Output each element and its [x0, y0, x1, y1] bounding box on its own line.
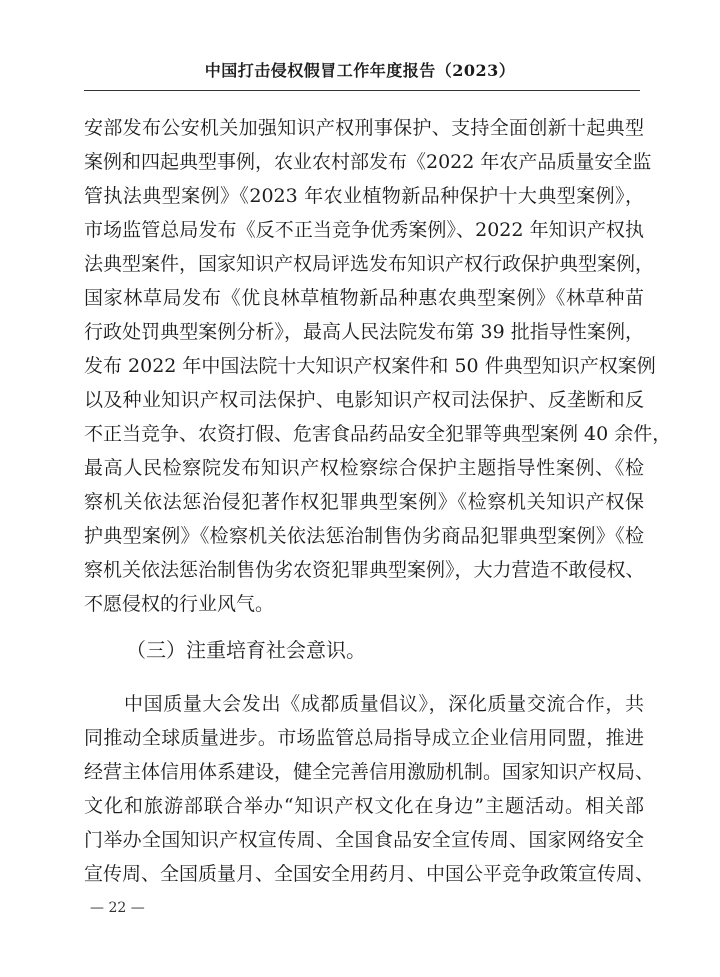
- running-header: 中国打击侵权假冒工作年度报告（2023）: [204, 61, 516, 80]
- text-line: 中国质量大会发出《成都质量倡议》，深化质量交流合作，共: [124, 693, 644, 715]
- text-line: 以及种业知识产权司法保护、电影知识产权司法保护、反垄断和反: [84, 389, 644, 411]
- text-line: 不愿侵权的行业风气。: [84, 593, 275, 615]
- text-line: 行政处罚典型案例分析》，最高人民法院发布第 39 批指导性案例，: [84, 321, 644, 343]
- text-line: 同推动全球质量进步。市场监管总局指导成立企业信用同盟，推进: [84, 727, 644, 749]
- text-line: 门举办全国知识产权宣传周、全国食品安全宣传周、国家网络安全: [84, 829, 644, 851]
- text-line: 最高人民检察院发布知识产权检察综合保护主题指导性案例、《检: [84, 457, 644, 479]
- text-line: 察机关依法惩治侵犯著作权犯罪典型案例》《检察机关知识产权保: [84, 491, 644, 513]
- text-line: 国家林草局发布《优良林草植物新品种惠农典型案例》《林草种苗: [84, 287, 644, 309]
- text-line: 宣传周、全国质量月、全国安全用药月、中国公平竞争政策宣传周、: [84, 863, 655, 885]
- text-line: 护典型案例》《检察机关依法惩治制售伪劣商品犯罪典型案例》《检: [84, 525, 644, 547]
- text-line: 不正当竞争、农资打假、危害食品药品安全犯罪等典型案例 40 余件，: [84, 423, 672, 445]
- text-line: 案例和四起典型事例，农业农村部发布《2022 年农产品质量安全监: [84, 151, 652, 173]
- text-line: 安部发布公安机关加强知识产权刑事保护、支持全面创新十起典型: [84, 117, 644, 139]
- text-line: 发布 2022 年中国法院十大知识产权案件和 50 件典型知识产权案例: [84, 355, 656, 377]
- page-number: — 22 —: [90, 900, 145, 916]
- text-line: 经营主体信用体系建设，健全完善信用激励机制。国家知识产权局、: [84, 761, 655, 783]
- paragraph-2: [84, 687, 655, 891]
- header-rule: [84, 90, 640, 91]
- text-line: 法典型案件，国家知识产权局评选发布知识产权行政保护典型案例，: [84, 253, 655, 275]
- text-line: 市场监管总局发布《反不正当竞争优秀案例》、2022 年知识产权执: [84, 219, 644, 241]
- section-heading: （三）注重培育社会意识。: [126, 638, 366, 662]
- text-line: 文化和旅游部联合举办“知识产权文化在身边”主题活动。相关部: [84, 795, 644, 817]
- paragraph-1: [84, 111, 672, 621]
- text-line: 察机关依法惩治制售伪劣农资犯罪典型案例》，大力营造不敢侵权、: [84, 559, 645, 581]
- text-line: 管执法典型案例》《2023 年农业植物新品种保护十大典型案例》，: [84, 185, 644, 207]
